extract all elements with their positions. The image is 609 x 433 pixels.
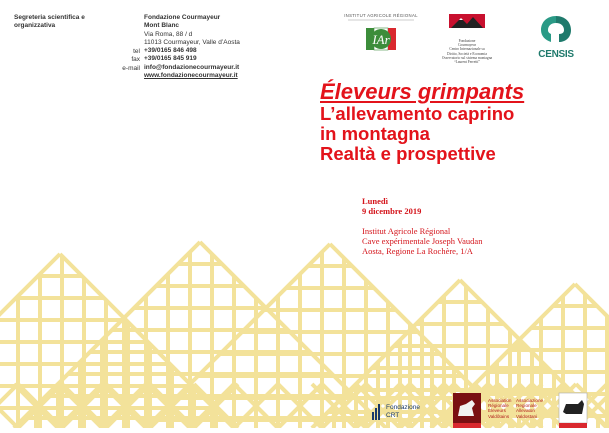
email-label: e-mail	[122, 64, 140, 72]
title-line-4: Realtà e prospettive	[320, 143, 496, 164]
event-date: 9 dicembre 2019	[362, 206, 422, 216]
iar-emblem-icon	[340, 18, 422, 56]
iar-caption: INSTITUT AGRICOLE RÉGIONAL	[344, 13, 418, 18]
arev-logo-left	[452, 392, 482, 428]
fondazione-crt-logo	[372, 402, 436, 424]
assoc-it: Associazione Regionale Allevatori Valdostani	[516, 398, 544, 419]
org-name-2: Mont Blanc	[144, 22, 180, 30]
censis-emblem-icon	[539, 14, 573, 44]
contact-labels	[110, 48, 140, 73]
cow-emblem-icon	[558, 392, 588, 428]
assoc-fr: Association Régionale Eleveurs Valdôtains	[488, 398, 512, 419]
title-line-1: Éleveurs grimpants	[320, 79, 525, 104]
address-line-1: Via Roma, 88 / d	[144, 30, 193, 38]
address-line-2: 11013 Courmayeur, Valle d’Aosta	[144, 38, 240, 46]
crt-text: Fondazione CRT	[386, 404, 420, 419]
arev-logo-right	[558, 392, 588, 428]
contact-block	[144, 14, 304, 80]
event-details	[362, 196, 562, 256]
website-link[interactable]: www.fondazionecourmayeur.it	[144, 72, 238, 80]
venue-line-2: Cave expérimentale Joseph Vaudan	[362, 236, 483, 246]
fax-label: fax	[131, 56, 140, 64]
svg-text:IAr: IAr	[372, 32, 390, 47]
title-line-2: L’allevamento caprino	[320, 103, 515, 124]
event-venue	[362, 226, 562, 256]
fondazione-text: Fondazione Courmayeur Centro Internazionale su Diritto, Società e Economia Osservatorio sul sistema montagna “Laurent Ferretti”	[441, 39, 493, 65]
mountain-emblem-icon	[447, 14, 487, 34]
venue-line-1: Institut Agricole Régional	[362, 226, 451, 236]
goat-emblem-icon	[452, 392, 482, 428]
iar-logo	[340, 13, 422, 59]
censis-logo	[534, 14, 578, 64]
crt-bars-icon	[372, 404, 382, 420]
tel-value: +39/0165 846 498	[144, 47, 197, 55]
fax-value: +39/0165 845 919	[144, 55, 197, 63]
email-link[interactable]: info@fondazionecourmayeur.it	[144, 63, 240, 71]
censis-wordmark: CENSIS	[538, 49, 574, 60]
title-line-3: in montagna	[320, 123, 430, 144]
venue-line-3: Aosta, Regione La Rochère, 1/A	[362, 246, 473, 256]
org-name: Fondazione Courmayeur	[144, 14, 221, 21]
event-title	[320, 80, 590, 164]
tel-label: tel	[133, 48, 140, 55]
event-day: Lunedì	[362, 196, 388, 206]
arev-association-text	[488, 398, 552, 419]
secretariat-label: Segreteria scientifica e organizzativa	[14, 14, 85, 29]
fondazione-courmayeur-logo	[440, 14, 494, 66]
